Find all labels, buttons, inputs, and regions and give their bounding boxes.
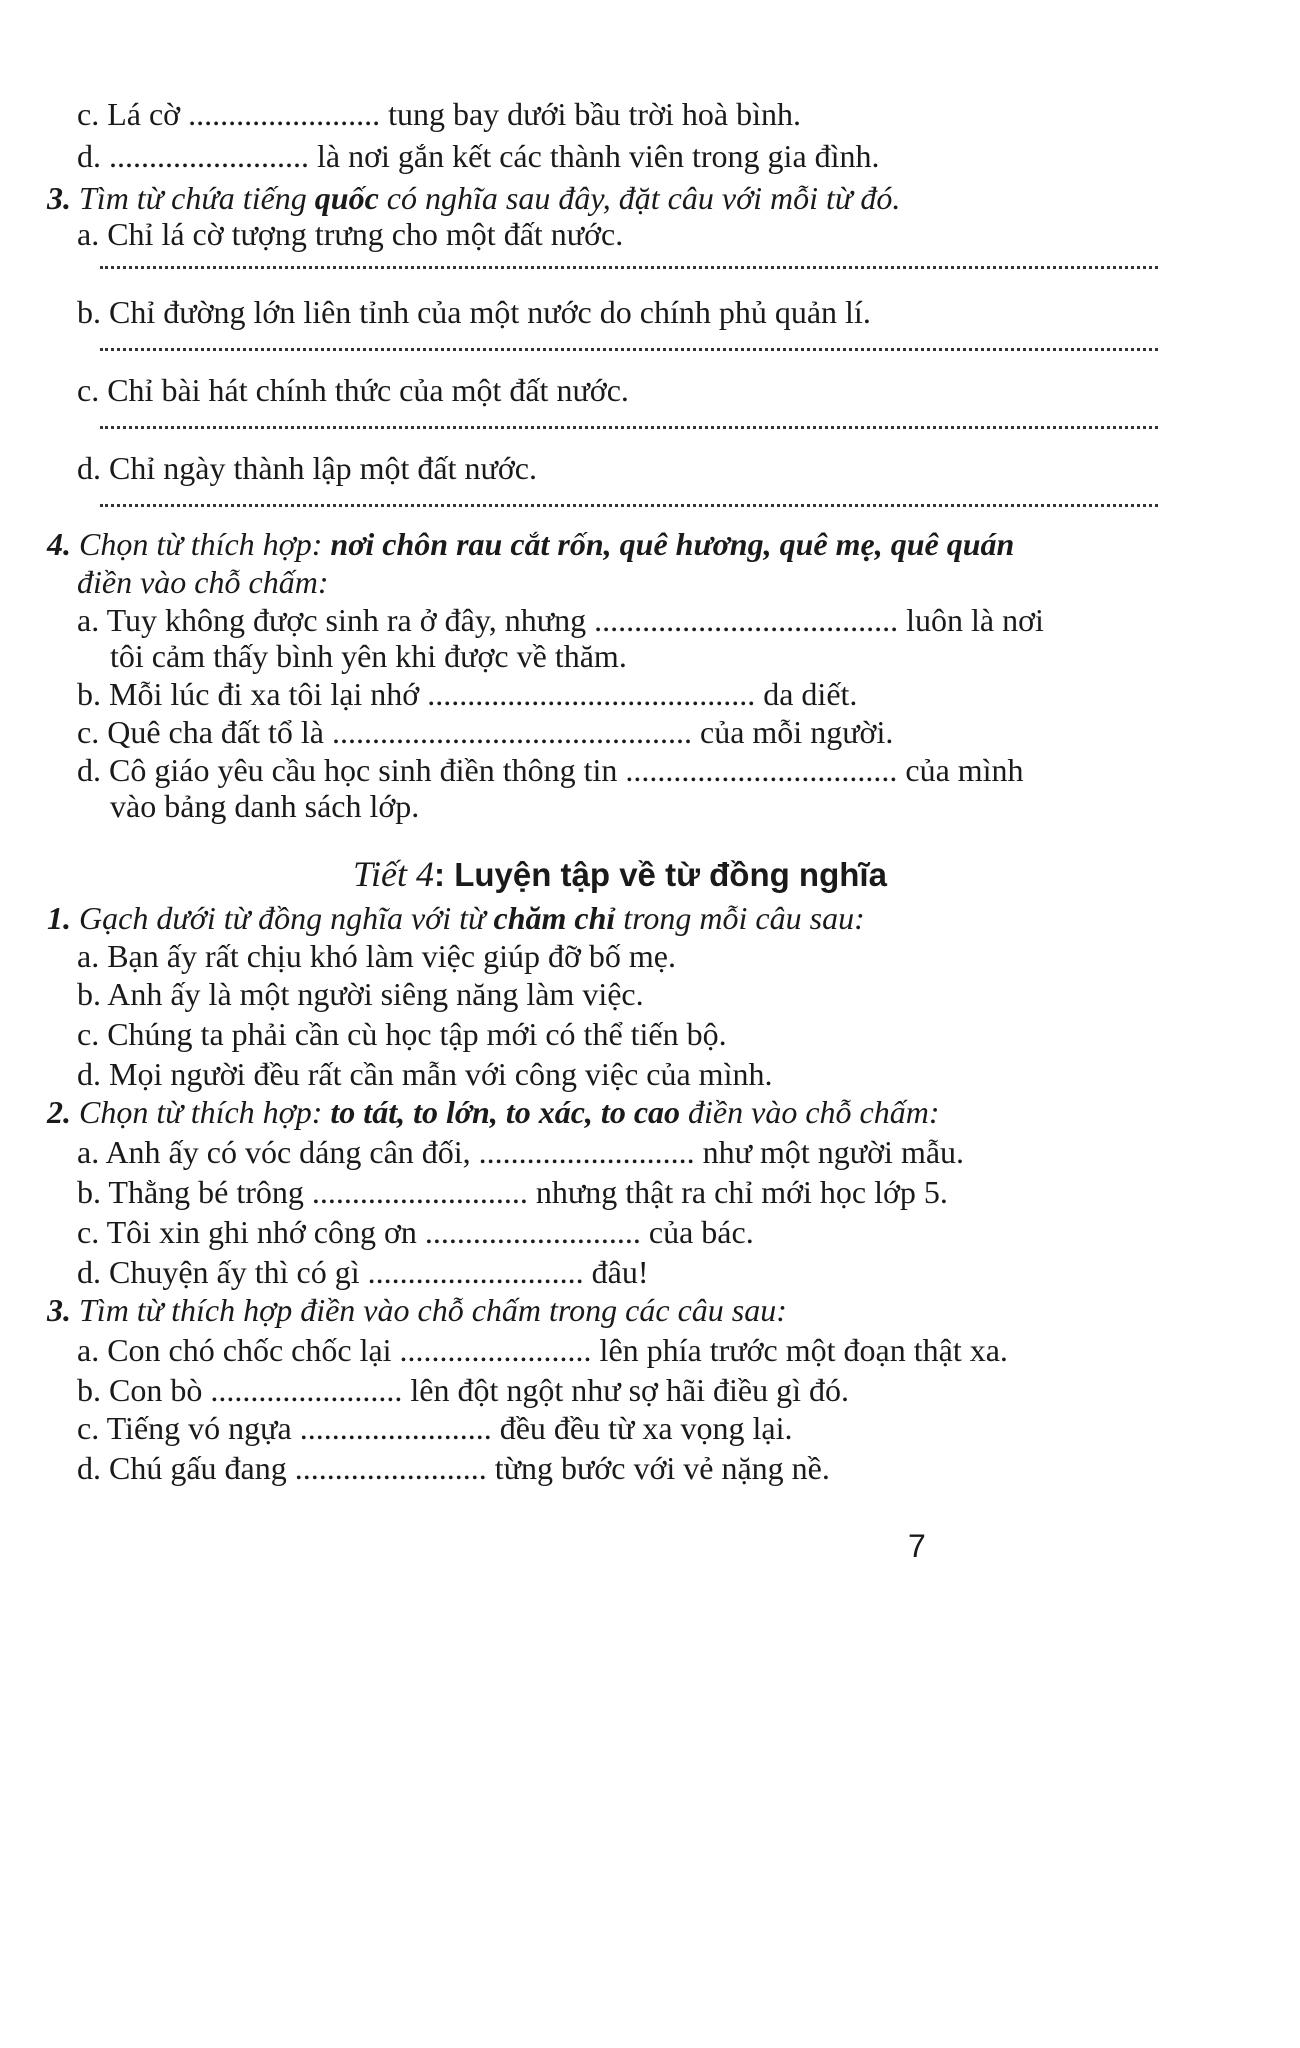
q4-item-a-cont: tôi cảm thấy bình yên khi được về thăm. (110, 638, 627, 674)
q4-item-a: a. Tuy không được sinh ra ở đây, nhưng ...................................... luôn là nơi (77, 602, 1044, 638)
question-3: 3. Tìm từ chứa tiếng quốc có nghĩa sau đây, đặt câu với mỗi từ đó. (47, 180, 901, 216)
lesson-q2-item-a: a. Anh ấy có vóc dáng cân đối, ........................... như một người mẫu. (77, 1134, 965, 1170)
q3-item-a: a. Chỉ lá cờ tượng trưng cho một đất nước. (77, 216, 624, 252)
lesson-question-3: 3. Tìm từ thích hợp điền vào chỗ chấm trong các câu sau: (47, 1292, 787, 1328)
lesson-q2-item-b: b. Thằng bé trông ........................... nhưng thật ra chỉ mới học lớp 5. (77, 1174, 948, 1210)
lesson-question-1: 1. Gạch dưới từ đồng nghĩa với từ chăm chỉ trong mỗi câu sau: (47, 900, 865, 936)
question-4: 4. Chọn từ thích hợp: nơi chôn rau cắt rốn, quê hương, quê mẹ, quê quán (47, 526, 1015, 562)
q4-item-b: b. Mỗi lúc đi xa tôi lại nhớ ......................................... da diết. (77, 676, 858, 712)
q4-item-d-cont: vào bảng danh sách lớp. (110, 788, 420, 824)
q4-item-c: c. Quê cha đất tổ là ............................................. của mỗi người. (77, 714, 894, 750)
answer-line (100, 426, 1158, 429)
item-3c-fill: c. Lá cờ ........................ tung bay dưới bầu trời hoà bình. (77, 96, 801, 132)
lesson-question-2: 2. Chọn từ thích hợp: to tát, to lớn, to xác, to cao điền vào chỗ chấm: (47, 1094, 940, 1130)
page-number: 7 (908, 1528, 926, 1564)
lesson-q3-item-d: d. Chú gấu đang ........................ từng bước với vẻ nặng nề. (77, 1450, 830, 1486)
answer-line (100, 504, 1158, 507)
item-3d-fill: d. ......................... là nơi gắn kết các thành viên trong gia đình. (77, 138, 880, 174)
answer-line (100, 266, 1158, 269)
lesson-q2-item-d: d. Chuyện ấy thì có gì ........................... đâu! (77, 1254, 649, 1290)
q4-item-d: d. Cô giáo yêu cầu học sinh điền thông tin .................................. của mình (77, 752, 1024, 788)
answer-line (100, 348, 1158, 351)
lesson-q3-item-b: b. Con bò ........................ lên đột ngột như sợ hãi điều gì đó. (77, 1372, 850, 1408)
lesson-q2-item-c: c. Tôi xin ghi nhớ công ơn ........................... của bác. (77, 1214, 754, 1250)
q3-item-b: b. Chỉ đường lớn liên tỉnh của một nước do chính phủ quản lí. (77, 294, 871, 330)
q3-item-d: d. Chỉ ngày thành lập một đất nước. (77, 450, 537, 486)
lesson-q3-item-a: a. Con chó chốc chốc lại ........................ lên phía trước một đoạn thật xa. (77, 1332, 1008, 1368)
lesson-q1-item-a: a. Bạn ấy rất chịu khó làm việc giúp đỡ bố mẹ. (77, 938, 676, 974)
section-heading: Tiết 4: Luyện tập về từ đồng nghĩa (353, 854, 887, 894)
lesson-q3-item-c: c. Tiếng vó ngựa ........................ đều đều từ xa vọng lại. (77, 1410, 793, 1446)
lesson-q1-item-d: d. Mọi người đều rất cần mẫn với công việc của mình. (77, 1056, 773, 1092)
question-4-cont: điền vào chỗ chấm: (77, 564, 329, 600)
lesson-q1-item-c: c. Chúng ta phải cần cù học tập mới có thể tiến bộ. (77, 1016, 727, 1052)
q3-item-c: c. Chỉ bài hát chính thức của một đất nước. (77, 372, 629, 408)
lesson-q1-item-b: b. Anh ấy là một người siêng năng làm việc. (77, 976, 644, 1012)
